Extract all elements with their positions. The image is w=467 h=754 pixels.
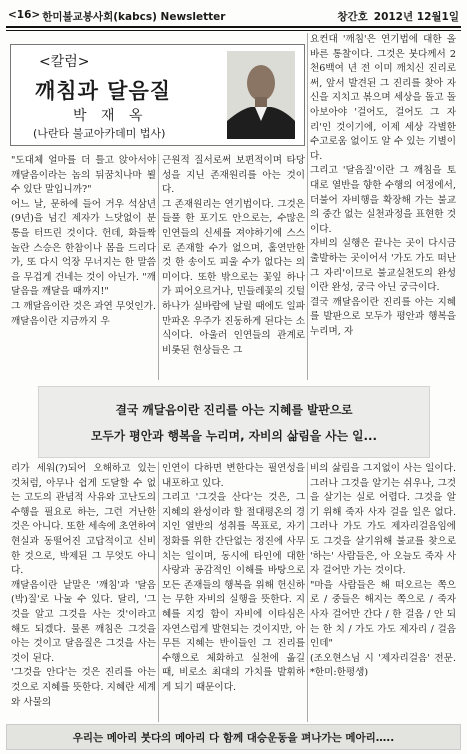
paragraph: 그리고 '그것을 산다'는 것은, 그 지혜의 완성이라 할 절대평온의 경지인 열반의 성취를 목표로, 자기정화를 위한 간단없는 정진에 사무치는 일이며, 동시에 타인에 대한 사랑과 공감적인 이해를 바탕으로 모든 존재들의 행복을 위해 헌신하는 무한 자비의 실행을 뜻한다. 지혜를 지킹 함이 자비에 이타심은 자연스럽게 발현되는 것이지만, 아무튼 지혜는 반이들인 그 진리를 수행으로 체화하고 실천에 옮길 때, 비로소 최대의 가치를 발휘하게 되기 때문이다. (162, 492, 305, 693)
issue-date: 2012년 12월1일 (373, 10, 459, 23)
article-column-3-top (310, 33, 456, 380)
header-rule-thin (6, 30, 461, 31)
author-affiliation: (나란타 불교아카데미 법사) (33, 127, 166, 140)
paragraph: 리가 세워(?)되어 오해하고 있는 것처럼, 아무나 쉽게 도달할 수 없는 고도의 관념적 사유와 고난도의 수행을 필요로 하는, 그런 거난한 것은 아니다. 또한 세속에 초연하여 현실과 동떨어진 고답적이고 신비한 것으로, 박제된 그 무엇도 아니다. (11, 463, 156, 577)
section-label: <칼럼> (39, 54, 90, 70)
header-rule (6, 26, 461, 28)
paragraph: 요컨대 '깨침'은 연기법에 대한 올바른 통찰이다. 그것은 붓다께서 2천6백여 년 전 이미 깨치신 진리로써, 앞서 발견된 그 진리를 찾아 자신을 지치고 볶으며 세상을 돌고 돌아보아야 '걸어도, 걸어도 그 자리'인 것이기에, 이제 세상 각별한 수고로움 없이도 알 수 있는 기별이다. (310, 34, 456, 162)
paragraph: 비의 삶림을 그지없이 사는 일이다. 그러나 그것을 알기는 쉬우나, 그것을 살기는 실로 어렵다. 그것을 알기 위해 죽자 사자 걸을 일은 없다. 그러나 가도 가도 제자리걸음임에도 그것을 살기위해 불교를 찾으로 '하는' 사람들은, 아 오늘도 죽자 사자 걸어만 가는 것이다. (310, 463, 456, 577)
paragraph: 그 존재원리는 연기법이다. 그것은 들풀 한 포기도 안으로는, 수많은 인연들의 신세를 져야하기에 스스로 존재할 수가 없으며, 홀연만한 것 한 송이도 피울 수가 없다는 의미이다. 또한 밖으로는 꽃잎 하나가 피어오르거나, 민들레꽃의 깃털 하나가 실바람에 날릴 때에도 일파만파온 우주가 진동하게 된다는 소식이다. 아울러 인연들의 관계로 비롯된 현상들은 그 (162, 198, 305, 356)
paragraph: 깨달음이란 지금까지 우 (11, 315, 110, 327)
footer-slogan-bar (6, 724, 461, 750)
pull-quote-line-2: 모두가 평안과 행복을 누리며, 자비의 삶림을 사는 일... (91, 429, 377, 443)
publication-name: 한미불교봉사회(kabcs) Newsletter (42, 10, 226, 23)
paragraph: "마을 사람들은 해 떠오르는 쪽으로 / 중들은 해지는 쪽으로 / 죽자 사자 걸어만 간다 / 한 걸음 / 안 되는 한 치 / 가도 가도 제자리 / 걸음인데" (310, 579, 456, 650)
article-column-3-bottom (310, 462, 456, 722)
author-name: 박 재 옥 (73, 108, 148, 124)
paragraph: 인연이 다하면 변한다는 필연성을 내포하고 있다. (162, 463, 305, 489)
article-column-1-top (11, 154, 156, 380)
article-column-2-bottom (162, 462, 305, 722)
article-column-2-top (162, 154, 305, 380)
pull-quote-box (38, 386, 430, 458)
paragraph: (조오현스님 시 '제자리걸음' 전문. *한미:한평생) (310, 652, 456, 679)
article-title-box (10, 44, 305, 146)
author-photo (227, 51, 295, 139)
column-divider (307, 33, 308, 380)
footer-slogan: 우리는 메아리 붓다의 메아리 다 함께 대승운동을 펴나가는 메아리….. (72, 732, 395, 744)
paragraph: 결국 깨달음이란 진리를 아는 지혜를 발판으로 모두가 평안과 행복을 누리며, 자 (310, 296, 456, 337)
paragraph: 어느 날, 문하에 들어 거우 석삼년(9년)을 넘긴 제자가 느닷없이 분통을 터뜨린 것이다. 헌데, 화들짝 놀란 스승은 한참이나 몸을 드리다가, 또 다시 억장 무너지는 한 말씀을 무겁게 건네는 것이 아닌가. "깨달음을 깨달을 때까지!" (11, 198, 156, 298)
author-portrait-image (227, 51, 295, 139)
paragraph: 근원적 질서로써 보편적이며 타당성을 지닌 존재원리를 아는 것이다. (162, 155, 305, 196)
column-divider (158, 462, 159, 722)
column-divider (307, 462, 308, 722)
paragraph: 자비의 실행은 끝나는 곳이 다시금 출발하는 곳이어서 '가도 가도 떠난 그 자리'이므로 불교실천도의 완성이란 완성, 궁극 아닌 궁극이다. (310, 238, 456, 294)
paragraph: 그리고 '달음질'이란 그 깨침을 토대로 열반을 향한 수행의 여정에서, 더불어 자비행을 확장해 가는 불교의 중간 없는 실천과정을 표현한 것이다. (310, 165, 456, 235)
paragraph: 깨달음이란 낱말은 '깨침'과 '달음(박)질'로 나눌 수 있다. 달리, '그것을 알고 그것을 사는 것'이라고 해도 되겠다. 물론 깨침은 그것을 아는 것이고 달음질은 그것을 사는 것이 된다. (11, 579, 156, 664)
page-header (8, 7, 459, 25)
pull-quote-line-1: 결국 깨달음이란 진리를 아는 지혜를 발판으로 (115, 403, 353, 417)
issue-label: 창간호 (337, 10, 368, 23)
page-number: <16> (8, 8, 41, 21)
article-column-1-bottom (11, 462, 156, 722)
paragraph: 그 깨달음이란 것은 과연 무엇인가. (11, 300, 156, 312)
article-title: 깨침과 달음질 (35, 79, 172, 103)
paragraph: '그것을 안다'는 것은 진리를 아는 것으로 지혜를 뜻한다. 지혜란 세계와 사물의 (11, 667, 156, 708)
column-divider (158, 154, 159, 380)
paragraph: "도대체 얼마를 더 틀고 앉아서야 깨달음이라는 놈의 뒤꿈치나마 뵐 수 있단 말입니까?" (11, 155, 156, 196)
